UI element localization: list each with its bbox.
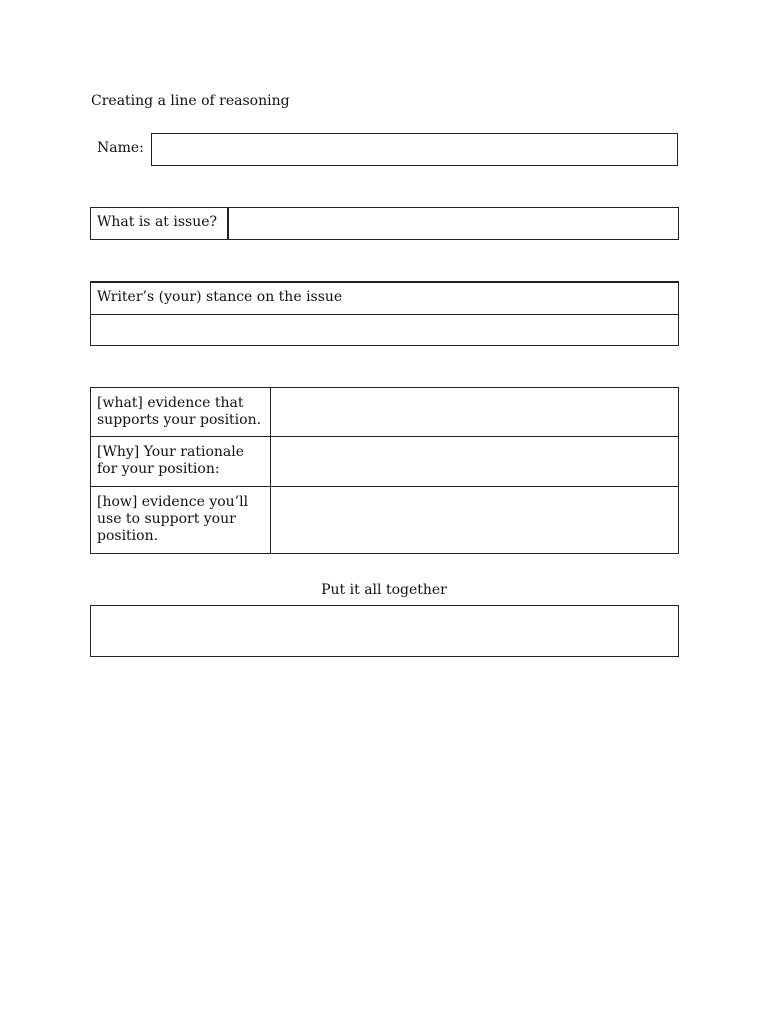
issue-answer-cell[interactable] [229, 208, 678, 239]
what-evidence-answer-cell[interactable] [271, 388, 678, 436]
how-evidence-answer-cell[interactable] [271, 487, 678, 553]
issue-label: What is at issue? [91, 208, 229, 239]
why-rationale-label: [Why] Your rationale for your position: [91, 437, 271, 486]
what-evidence-label: [what] evidence that supports your position. [91, 388, 271, 436]
table-row [91, 388, 678, 437]
stance-header: Writer’s (your) stance on the issue [91, 283, 678, 315]
reasoning-table [90, 387, 679, 554]
how-evidence-label: [how] evidence you’ll use to support your position. [91, 487, 271, 553]
name-field[interactable] [151, 133, 678, 166]
put-it-all-together-box[interactable] [90, 605, 679, 657]
table-row [91, 437, 678, 487]
stance-answer-cell[interactable] [91, 315, 678, 346]
name-label: Name: [97, 140, 144, 156]
why-rationale-answer-cell[interactable] [271, 437, 678, 486]
table-row [91, 487, 678, 553]
put-it-all-together-title: Put it all together [321, 582, 447, 598]
stance-table [90, 281, 679, 346]
issue-table [90, 207, 679, 240]
document-title: Creating a line of reasoning [91, 93, 290, 109]
